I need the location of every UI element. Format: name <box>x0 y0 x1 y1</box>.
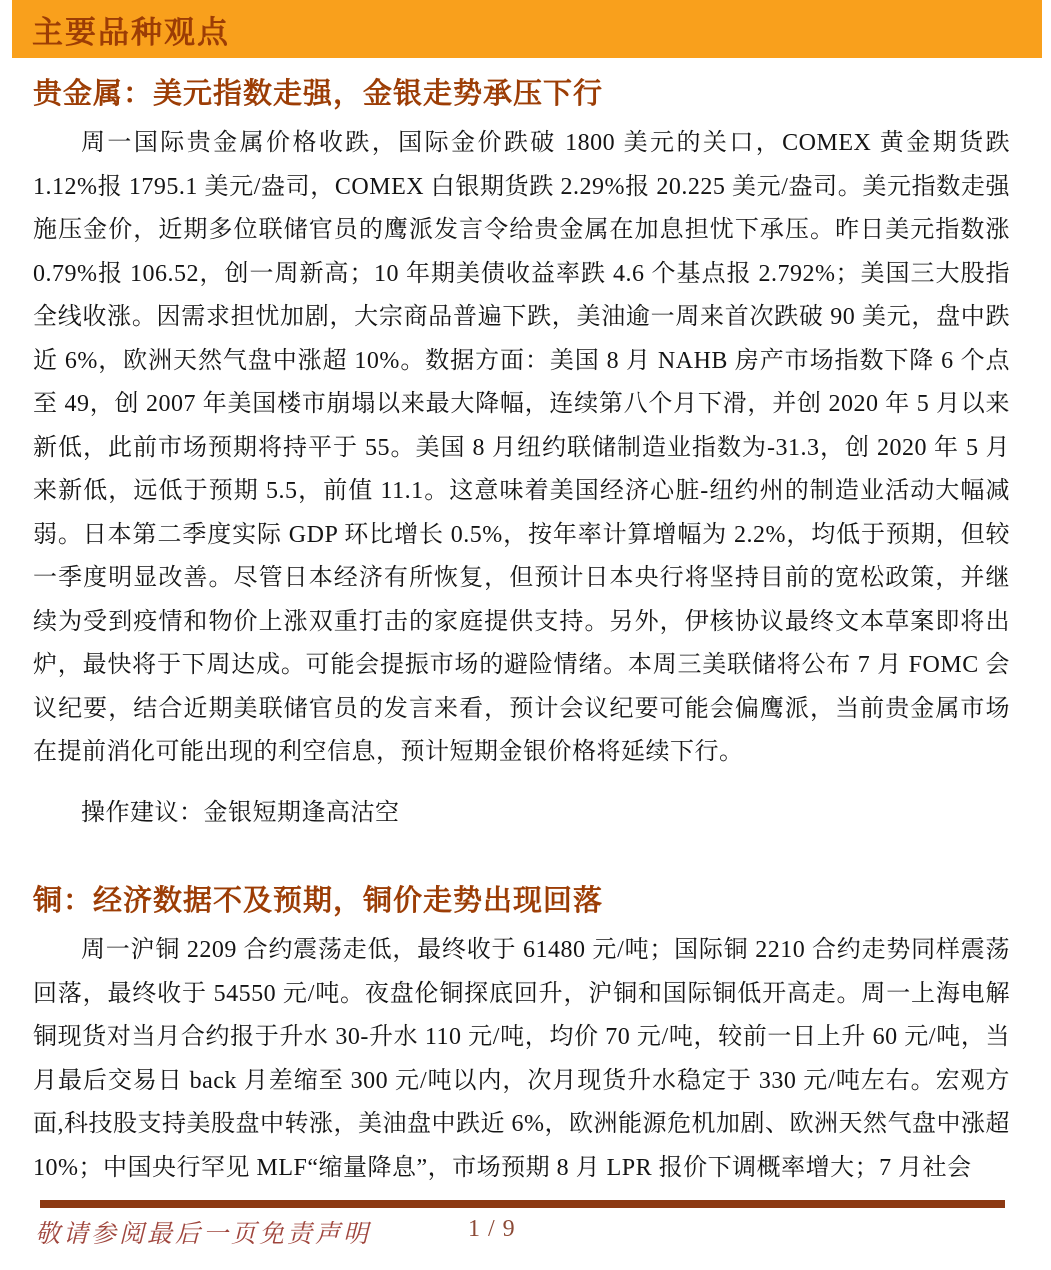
report-content <box>33 76 1010 1190</box>
operation-advice: 操作建议：金银短期逢高沽空 <box>81 799 400 826</box>
precious-metals-body: 周一国际贵金属价格收跌，国际金价跌破 1800 美元的关口，COMEX 黄金期货跌 1.12%报 1795.1 美元/盎司，COMEX 白银期货跌 2.29%报 20.225 美元/盎司。美元指数走强施压金价，近期多位联储官员的鹰派发言令给贵金属在加息担忧下承压。昨日美元指数涨 0.79%报 106.52，创一周新高；10 年期美债收益率跌 4.6 个基点报 2.792%；美国三大股指全线收涨。因需求担忧加剧，大宗商品普遍下跌，美油逾一周来首次跌破 90 美元，盘中跌近 6%，欧洲天然气盘中涨超 10%。数据方面：美国 8 月 NAHB 房产市场指数下降 6 个点至 49，创 2007 年美国楼市崩塌以来最大降幅，连续第八个月下滑，并创 2020 年 5 月以来新低，此前市场预期将持平于 55。美国 8 月纽约联储制造业指数为-31.3，创 2020 年 5 月来新低，远低于预期 5.5，前值 11.1。这意味着美国经济心脏-纽约州的制造业活动大幅减弱。日本第二季度实际 GDP 环比增长 0.5%，按年率计算增幅为 2.2%，均低于预期，但较一季度明显改善。尽管日本经济有所恢复，但预计日本央行将坚持目前的宽松政策，并继续为受到疫情和物价上涨双重打击的家庭提供支持。另外，伊核协议最终文本草案即将出炉，最快将于下周达成。可能会提振市场的避险情绪。本周三美联储将公布 7 月 FOMC 会议纪要，结合近期美联储官员的发言来看，预计会议纪要可能会偏鹰派，当前贵金属市场在提前消化可能出现的利空信息，预计短期金银价格将延续下行。 <box>33 130 1010 765</box>
page-number: 1 / 9 <box>468 1216 516 1242</box>
precious-metals-heading: 贵金属：美元指数走强，金银走势承压下行 <box>33 78 604 110</box>
copper-heading: 铜：经济数据不及预期，铜价走势出现回落 <box>33 885 604 917</box>
section-banner <box>12 0 1042 58</box>
footer-divider <box>40 1200 1005 1208</box>
section-copper <box>33 883 1010 1190</box>
disclaimer-note: 敬请参阅最后一页免责声明 <box>35 1221 372 1248</box>
section-precious-metals <box>33 76 1010 835</box>
copper-body: 周一沪铜 2209 合约震荡走低，最终收于 61480 元/吨；国际铜 2210 合约走势同样震荡回落，最终收于 54550 元/吨。夜盘伦铜探底回升，沪铜和国际铜低开高走。周一上海电解铜现货对当月合约报于升水 30-升水 110 元/吨，均价 70 元/吨，较前一日上升 60 元/吨，当月最后交易日 back 月差缩至 300 元/吨以内，次月现货升水稳定于 330 元/吨左右。宏观方面,科技股支持美股盘中转涨，美油盘中跌近 6%，欧洲能源危机加剧、欧洲天然气盘中涨超 10%；中国央行罕见 MLF“缩量降息”，市场预期 8 月 LPR 报价下调概率增大；7 月社会 <box>33 937 1010 1181</box>
banner-title: 主要品种观点 <box>32 14 230 50</box>
